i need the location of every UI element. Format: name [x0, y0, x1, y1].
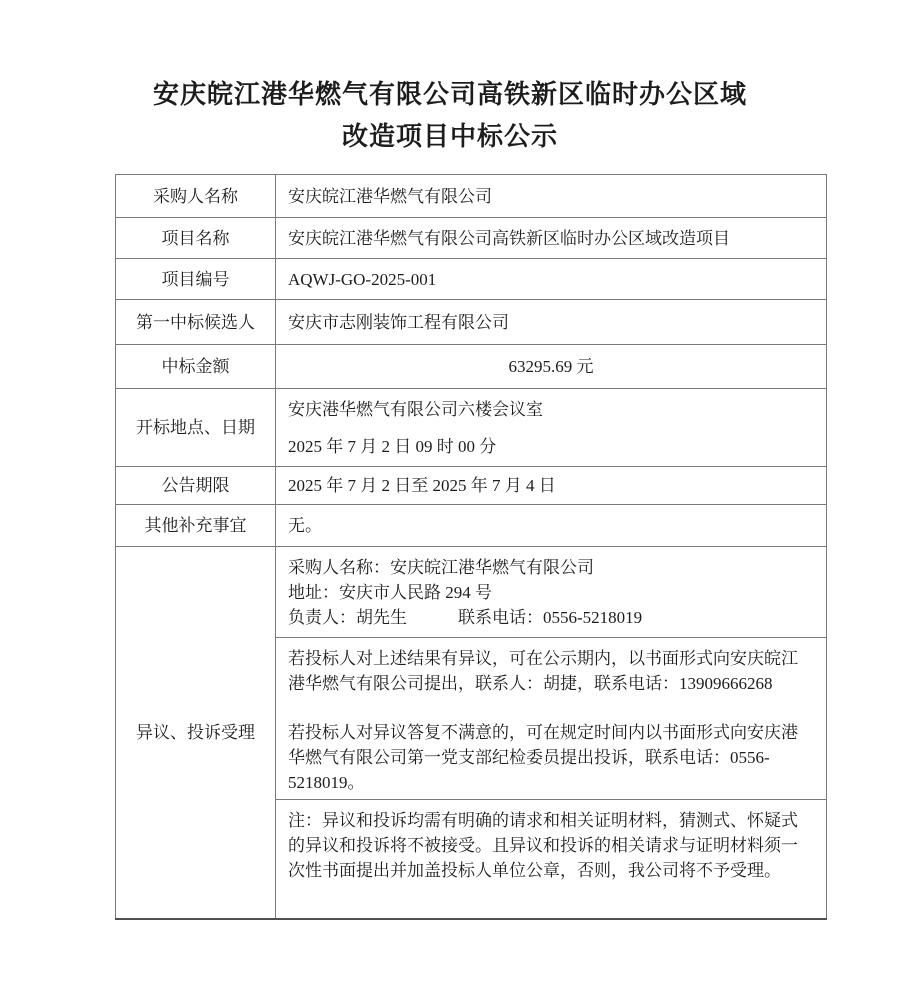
table-row-bid-opening — [116, 389, 827, 467]
row-value-announcement-period: 2025 年 7 月 2 日至 2025 年 7 月 4 日 — [276, 467, 827, 505]
row-value-purchaser-name: 安庆皖江港华燃气有限公司 — [276, 175, 827, 218]
row-label-winning-amount: 中标金额 — [116, 345, 276, 389]
page-title-line1: 安庆皖江港华燃气有限公司高铁新区临时办公区域 — [152, 80, 747, 109]
page-title — [0, 0, 900, 158]
row-value-bid-opening — [276, 389, 827, 467]
table-row-project-name — [116, 218, 827, 259]
objection-contact-person-phone: 负责人：胡先生 联系电话：0556-5218019 — [288, 608, 643, 627]
row-value-objection-contact — [276, 547, 827, 638]
row-label-purchaser-name: 采购人名称 — [116, 175, 276, 218]
row-value-project-number: AQWJ-GO-2025-001 — [276, 259, 827, 300]
table-row-other-notes — [116, 505, 827, 547]
row-value-first-winner: 安庆市志刚装饰工程有限公司 — [276, 300, 827, 345]
page-title-line2: 改造项目中标公示 — [341, 122, 558, 151]
row-label-announcement-period: 公告期限 — [116, 467, 276, 505]
row-value-objection-note: 注：异议和投诉均需有明确的请求和相关证明材料，猜测式、怀疑式的异议和投诉将不被接受。且异议和投诉的相关请求与证明材料须一次性书面提出并加盖投标人单位公章，否则，我公司将不予受理。 — [276, 800, 827, 919]
table-row-announcement-period — [116, 467, 827, 505]
objection-contact-address: 地址：安庆市人民路 294 号 — [288, 583, 492, 602]
objection-contact-purchaser: 采购人名称：安庆皖江港华燃气有限公司 — [288, 558, 594, 577]
row-label-other-notes: 其他补充事宜 — [116, 505, 276, 547]
row-label-bid-opening: 开标地点、日期 — [116, 389, 276, 467]
table-row-purchaser-name — [116, 175, 827, 218]
row-value-project-name: 安庆皖江港华燃气有限公司高铁新区临时办公区域改造项目 — [276, 218, 827, 259]
row-label-project-name: 项目名称 — [116, 218, 276, 259]
objection-procedure-para1: 若投标人对上述结果有异议，可在公示期内，以书面形式向安庆皖江港华燃气有限公司提出，联系人：胡捷，联系电话：13909666268 — [288, 649, 798, 693]
table-row-first-winner — [116, 300, 827, 345]
objection-procedure-para2: 若投标人对异议答复不满意的，可在规定时间内以书面形式向安庆港华燃气有限公司第一党支部纪检委员提出投诉，联系电话：0556-5218019。 — [288, 723, 798, 792]
table-row-project-number — [116, 259, 827, 300]
row-value-winning-amount: 63295.69 元 — [276, 345, 827, 389]
row-value-objection-procedure — [276, 638, 827, 800]
table-row-winning-amount — [116, 345, 827, 389]
row-value-other-notes: 无。 — [276, 505, 827, 547]
row-label-project-number: 项目编号 — [116, 259, 276, 300]
row-label-objection: 异议、投诉受理 — [116, 547, 276, 919]
bid-opening-datetime: 2025 年 7 月 2 日 09 时 00 分 — [288, 436, 497, 456]
announcement-table — [115, 174, 827, 920]
bid-opening-location: 安庆港华燃气有限公司六楼会议室 — [288, 399, 543, 419]
table-row-objection-contact — [116, 547, 827, 638]
row-label-first-winner: 第一中标候选人 — [116, 300, 276, 345]
